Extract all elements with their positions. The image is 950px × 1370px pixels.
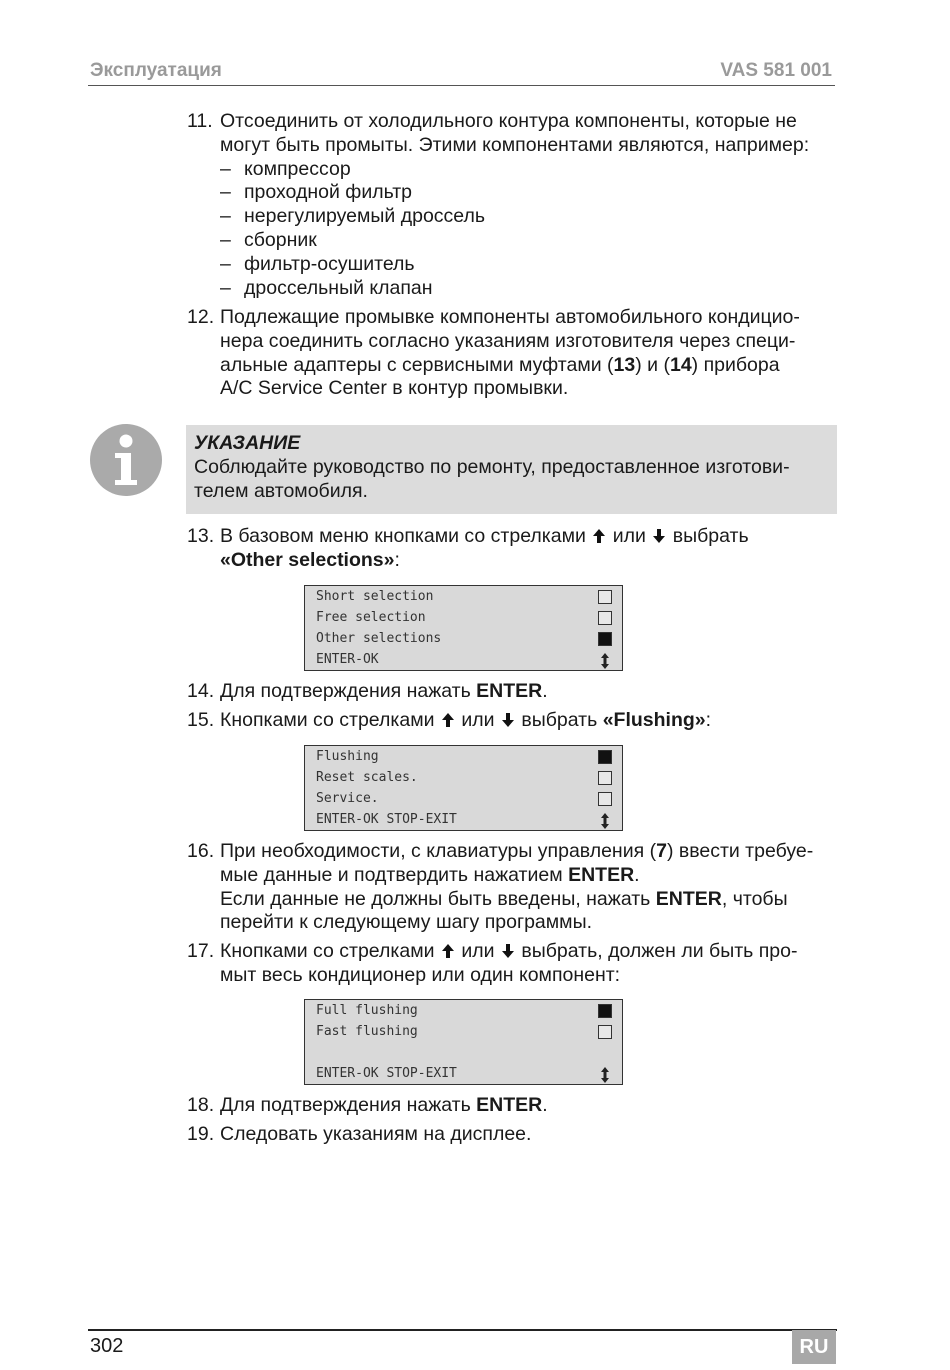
step-15	[187, 709, 711, 733]
lcd-empty-row	[316, 1044, 622, 1065]
step-text: Для подтверждения нажать ENTER.	[220, 680, 548, 702]
step-text: мые данные и подтвердить нажатием ENTER.	[220, 863, 640, 886]
lcd-hint: ENTER-OK	[316, 651, 622, 672]
step-number: 16.	[187, 840, 215, 862]
arrow-down-icon	[651, 527, 667, 545]
step-number: 18.	[187, 1094, 215, 1116]
footer-divider	[88, 1329, 837, 1331]
list-item: – дроссельный клапан	[220, 276, 433, 299]
step-text: «Other selections»:	[220, 548, 400, 571]
step-number: 14.	[187, 680, 215, 702]
step-11	[187, 110, 809, 300]
header-model: VAS 581 001	[720, 60, 832, 81]
lcd-hint: ENTER-OK STOP-EXIT	[316, 811, 622, 832]
language-badge: RU	[792, 1330, 836, 1364]
arrow-down-icon	[500, 942, 516, 960]
menu-option: Short selection	[316, 588, 622, 609]
step-text: При необходимости, с клавиатуры управления (7) ввести требуе-	[220, 840, 814, 862]
arrow-up-icon	[591, 527, 607, 545]
step-19	[187, 1123, 531, 1147]
header-divider	[88, 85, 835, 86]
step-16	[187, 840, 813, 935]
menu-option-selected: Full flushing	[316, 1002, 622, 1023]
step-text: Подлежащие промывке компоненты автомобильного кондицио-	[220, 306, 800, 328]
lcd-display-flush-mode	[304, 999, 623, 1085]
arrow-down-icon	[500, 711, 516, 729]
step-text: Отсоединить от холодильного контура компоненты, которые не	[220, 110, 797, 132]
checkbox-filled-icon	[598, 632, 612, 646]
list-item: – проходной фильтр	[220, 181, 413, 204]
step-18	[187, 1094, 548, 1118]
step-text: Кнопками со стрелками или выбрать, должен ли быть про-	[220, 940, 798, 962]
menu-option-selected: Flushing	[316, 748, 622, 769]
checkbox-icon	[598, 611, 612, 625]
menu-option-selected: Other selections	[316, 630, 622, 651]
arrow-up-icon	[440, 942, 456, 960]
checkbox-icon	[598, 771, 612, 785]
lcd-hint: ENTER-OK STOP-EXIT	[316, 1065, 622, 1086]
list-item: – сборник	[220, 228, 317, 251]
step-text: альные адаптеры с сервисными муфтами (13) и (14) прибора	[220, 353, 780, 376]
menu-option: Free selection	[316, 609, 622, 630]
menu-option: Fast flushing	[316, 1023, 622, 1044]
note-title: УКАЗАНИЕ	[194, 432, 301, 454]
step-text: Кнопками со стрелками или выбрать «Flushing»:	[220, 709, 712, 731]
lcd-display-flushing	[304, 745, 623, 831]
menu-option: Reset scales.	[316, 769, 622, 790]
step-14	[187, 680, 548, 704]
list-item: – нерегулируемый дроссель	[220, 205, 486, 228]
arrow-up-icon	[440, 711, 456, 729]
step-text: Следовать указаниям на дисплее.	[220, 1123, 532, 1145]
step-17	[187, 940, 797, 988]
step-text: перейти к следующему шагу программы.	[220, 911, 593, 934]
step-number: 17.	[187, 940, 215, 962]
note-text: телем автомобиля.	[194, 480, 368, 502]
step-number: 11.	[187, 110, 213, 132]
list-item: – фильтр-осушитель	[220, 252, 415, 275]
checkbox-icon	[598, 792, 612, 806]
info-icon	[90, 424, 162, 496]
note-box	[186, 425, 837, 514]
step-number: 13.	[187, 525, 215, 547]
step-text: A/C Service Center в контур промывки.	[220, 377, 569, 400]
step-number: 15.	[187, 709, 215, 731]
page-number: 302	[90, 1335, 124, 1357]
step-text: Если данные не должны быть введены, нажать ENTER, чтобы	[220, 887, 788, 910]
step-12	[187, 306, 800, 401]
up-down-arrow-icon	[598, 651, 612, 671]
checkbox-filled-icon	[598, 750, 612, 764]
step-text: мыт весь кондиционер или один компонент:	[220, 963, 621, 986]
step-13	[187, 525, 749, 573]
menu-option: Service.	[316, 790, 622, 811]
step-text: В базовом меню кнопками со стрелками или выбрать	[220, 525, 749, 547]
checkbox-filled-icon	[598, 1004, 612, 1018]
checkbox-icon	[598, 590, 612, 604]
step-text: нера соединить согласно указаниям изготовителя через специ-	[220, 329, 796, 352]
step-text: могут быть промыты. Этими компонентами являются, например:	[220, 133, 810, 156]
step-number: 19.	[187, 1123, 215, 1145]
up-down-arrow-icon	[598, 811, 612, 831]
lcd-display-menu	[304, 585, 623, 671]
note-text: Соблюдайте руководство по ремонту, предоставленное изготови-	[194, 456, 790, 478]
checkbox-icon	[598, 1025, 612, 1039]
step-number: 12.	[187, 306, 215, 328]
header-section-title: Эксплуатация	[90, 60, 222, 81]
step-text: Для подтверждения нажать ENTER.	[220, 1094, 548, 1116]
up-down-arrow-icon	[598, 1065, 612, 1085]
list-item: – компрессор	[220, 157, 351, 180]
